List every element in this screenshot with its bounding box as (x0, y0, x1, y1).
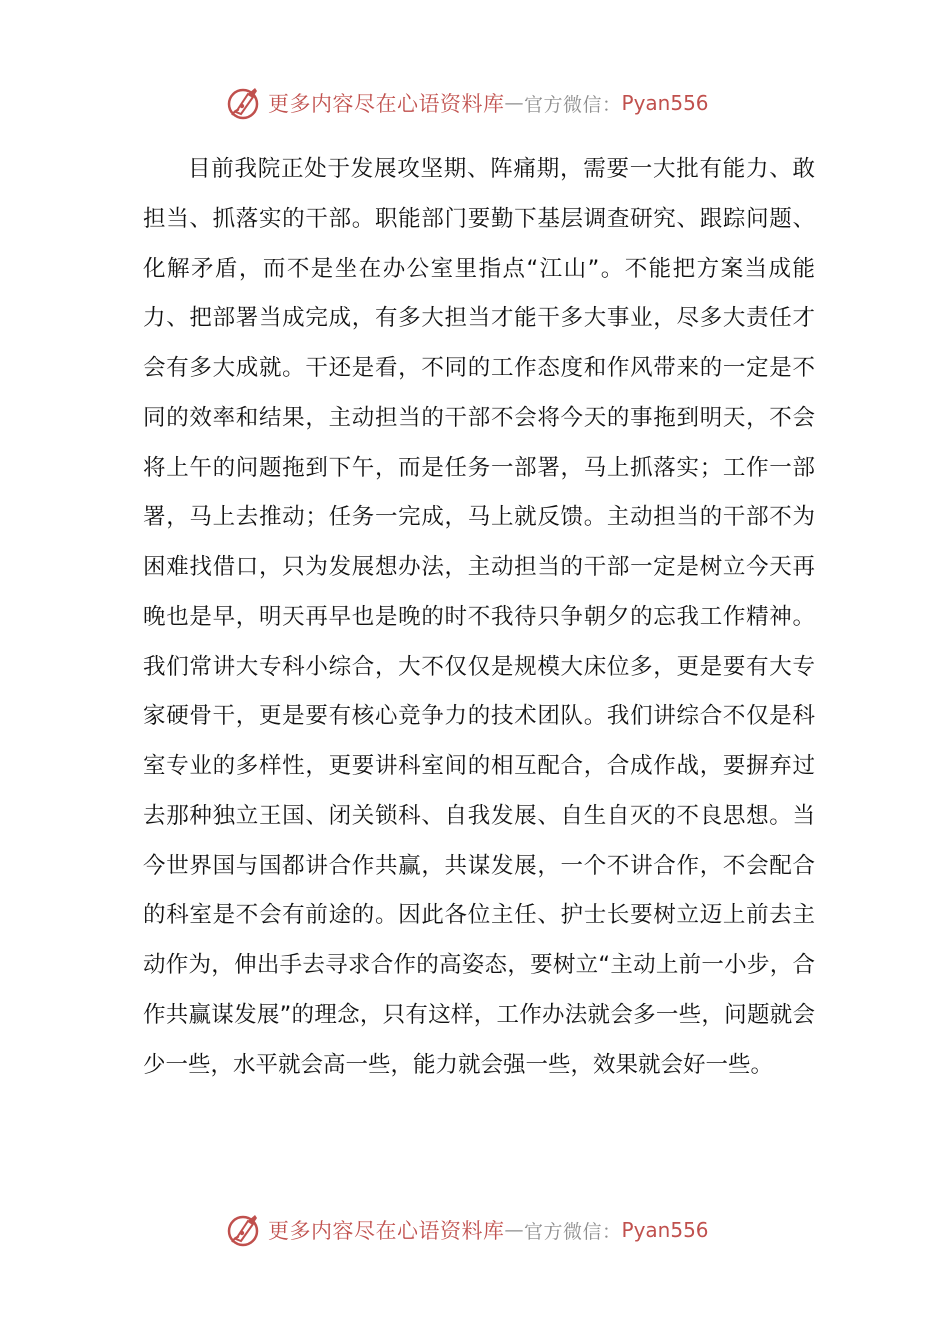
footer-banner (226, 1210, 709, 1250)
banner-wechat-label: 官方微信： (524, 93, 622, 116)
banner-wechat-label: 官方微信： (524, 1220, 622, 1243)
banner-text: 更多内容尽在心语资料库 (268, 1219, 505, 1243)
banner-dash: — (504, 92, 524, 114)
header-banner (226, 83, 709, 123)
pen-nib-circle-icon (226, 1212, 262, 1248)
banner-wechat-id: Pyan556 (621, 91, 709, 115)
article-paragraph: 目前我院正处于发展攻坚期、阵痛期，需要一大批有能力、敢担当、抓落实的干部。职能部门要勤下基层调查研究、跟踪问题、化解矛盾，而不是坐在办公室里指点“江山”。不能把方案当成能力、把部署当成完成，有多大担当才能干多大事业，尽多大责任才会有多大成就。干还是看，不同的工作态度和作风带来的一定是不同的效率和结果，主动担当的干部不会将今天的事拖到明天，不会将上午的问题拖到下午，而是任务一部署，马上抓落实；工作一部署，马上去推动；任务一完成，马上就反馈。主动担当的干部不为困难找借口，只为发展想办法，主动担当的干部一定是树立今天再晚也是早，明天再早也是晚的时不我待只争朝夕的忘我工作精神。我们常讲大专科小综合，大不仅仅是规模大床位多，更是要有大专家硬骨干，更是要有核心竞争力的技术团队。我们讲综合不仅是科室专业的多样性，更要讲科室间的相互配合，合成作战，要摒弃过去那种独立王国、闭关锁科、自我发展、自生自灭的不良思想。当今世界国与国都讲合作共赢，共谋发展，一个不讲合作，不会配合的科室是不会有前途的。因此各位主任、护士长要树立迈上前去主动作为，伸出手去寻求合作的高姿态，要树立“主动上前一小步，合作共赢谋发展”的理念，只有这样，工作办法就会多一些，问题就会少一些，水平就会高一些，能力就会强一些，效果就会好一些。 (143, 156, 815, 1078)
pen-nib-circle-icon (226, 85, 262, 121)
banner-text: 更多内容尽在心语资料库 (268, 92, 505, 116)
banner-wechat-id: Pyan556 (621, 1218, 709, 1242)
banner-dash: — (504, 1219, 524, 1241)
